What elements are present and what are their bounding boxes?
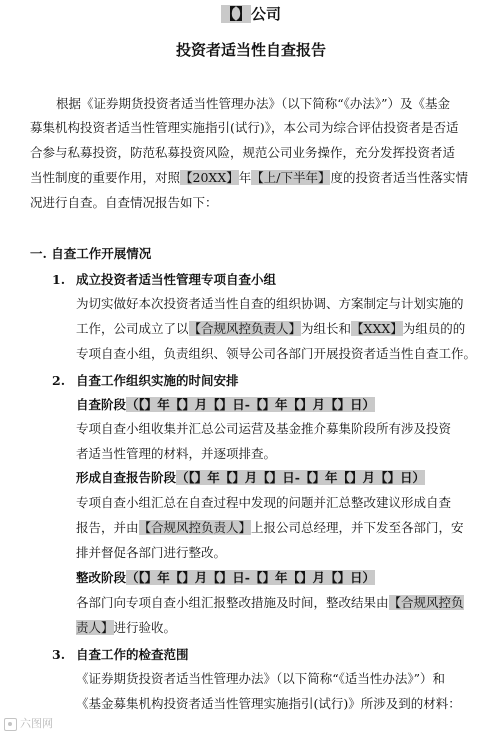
watermark: [4, 715, 53, 731]
watermark-text: 六图网: [20, 717, 53, 730]
intro-line-1: 根据《证券期货投资者适当性管理办法》（以下简称“《办法》”）及《基金: [56, 96, 451, 111]
half-year-placeholder: 【上/下半年】: [251, 170, 331, 185]
stage-2-heading: [76, 470, 425, 486]
intro-line-5: 况进行自查。自查情况报告如下：: [30, 195, 218, 210]
item-3-line-2: 《基金募集机构投资者适当性管理实施指引(试行)》所涉及到的材料：: [76, 696, 461, 711]
stage-2-dates: （【】年【】月【】日-【】年【】月【】日）: [176, 470, 425, 485]
stage-3-heading: [76, 570, 375, 586]
compliance-head-placeholder: 【合规风控负责人】: [188, 321, 302, 336]
intro-line-3: 合参与私募投资，防范私募投资风险，规范公司业务操作，充分发挥投资者适: [30, 145, 456, 160]
stage-2-line-1: 专项自查小组汇总在自查过程中发现的问题并汇总整改建议形成自查: [76, 495, 452, 510]
stage-3-line-2b: 进行验收。: [113, 620, 177, 635]
stage-3-line-1a: 各部门向专项自查小组汇报整改措施及时间，整改结果由: [76, 595, 389, 610]
intro-line-4c: 度的投资者适当性落实情: [330, 170, 468, 185]
year-placeholder: 【20XX】: [180, 170, 239, 185]
item-1-line-3: 专项自查小组，负责组织、领导公司各部门开展投资者适当性自查工作。: [76, 346, 477, 361]
item-1-line-2a: 工作，公司成立了以: [76, 321, 189, 336]
section-1-heading: 一. 自查工作开展情况: [30, 246, 152, 261]
stage-3-label: 整改阶段: [76, 570, 127, 585]
item-1-title: 成立投资者适当性管理专项自查小组: [76, 272, 277, 287]
item-1-line-2b: 为组长和: [301, 321, 352, 336]
stage-2-line-2: [76, 520, 464, 536]
item-3-number: 3.: [52, 647, 66, 662]
item-3-title: 自查工作的检查范围: [76, 647, 189, 662]
stage-1-line-1: 专项自查小组收集并汇总公司运营及基金推介募集阶段所有涉及投资: [76, 421, 452, 436]
stage-2-label: 形成自查报告阶段: [76, 470, 177, 485]
stage-1-heading: [76, 397, 375, 413]
item-3-line-1: 《证券期货投资者适当性管理办法》（以下简称“《适当性办法》”）和: [76, 671, 446, 686]
item-1-number: 1.: [52, 272, 66, 287]
stage-3-compliance-placeholder-b: 责人】: [76, 620, 114, 635]
item-1-line-1: 为切实做好本次投资者适当性自查的组织协调、方案制定与计划实施的: [76, 296, 464, 311]
intro-line-4b: 年: [238, 170, 252, 185]
stage-3-compliance-placeholder-a: 【合规风控负: [388, 595, 464, 610]
stage-1-line-2: 者适当性管理的材料，并逐项排查。: [76, 446, 277, 461]
stage-2-compliance-placeholder: 【合规风控负责人】: [138, 520, 252, 535]
intro-line-4a: 当性制度的重要作用，对照: [30, 170, 181, 185]
item-2-number: 2.: [52, 373, 66, 388]
stage-3-line-1: [76, 595, 464, 611]
stage-3-dates: （【】年【】月【】日-【】年【】月【】日）: [126, 570, 375, 585]
company-name-placeholder: 【】: [220, 5, 251, 23]
stage-1-label: 自查阶段: [76, 397, 127, 412]
report-title: 投资者适当性自查报告: [175, 41, 326, 59]
item-2-title: 自查工作组织实施的时间安排: [76, 373, 239, 388]
company-title: [0, 6, 502, 22]
member-placeholder: 【XXX】: [351, 321, 403, 336]
company-suffix: 公司: [251, 5, 282, 23]
item-1-line-2: [76, 321, 465, 337]
stage-2-line-3: 排并督促各部门进行整改。: [76, 545, 227, 560]
watermark-logo-icon: [4, 718, 17, 731]
stage-3-line-2: [76, 620, 176, 636]
stage-2-line-2a: 报告，并由: [76, 520, 139, 535]
intro-line-4: [30, 170, 468, 186]
intro-line-2: 募集机构投资者适当性管理实施指引(试行)》，本公司为综合评估投资者是否适: [30, 120, 459, 135]
item-1-line-2c: 为组员的的: [402, 321, 466, 336]
stage-2-line-2b: 上报公司总经理，并下发至各部门，安: [251, 520, 464, 535]
stage-1-dates: （【】年【】月【】日-【】年【】月【】日）: [126, 397, 375, 412]
